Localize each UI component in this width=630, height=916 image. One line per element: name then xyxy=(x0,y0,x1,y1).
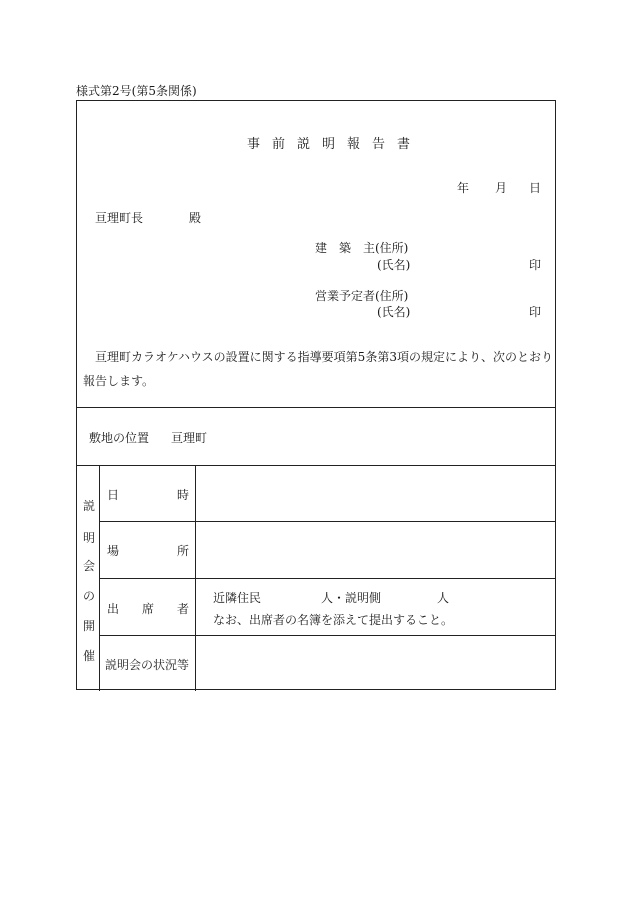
site-location-value: 亘理町 xyxy=(171,431,208,445)
attendees-explainer-label: 人・説明側 xyxy=(321,591,382,605)
date-day-label: 日 xyxy=(529,181,542,195)
divider-line xyxy=(77,407,555,408)
builder-name-label: (氏名) xyxy=(377,258,411,272)
site-location-label: 敷地の位置 xyxy=(89,431,150,445)
meeting-place-label-char: 所 xyxy=(177,544,190,558)
attendees-note: なお、出席者の名簿を添えて提出すること。 xyxy=(213,613,454,627)
operator-address-label: 営業予定者(住所) xyxy=(315,289,409,303)
side-label-char: 開 xyxy=(83,619,96,633)
meeting-status-label: 説明会の状況等 xyxy=(105,658,190,672)
report-body-text: 亘理町カラオケハウスの設置に関する指導要項第5条第3項の規定により、次のとおり報告します。 xyxy=(83,350,553,388)
side-label-char: 説 xyxy=(83,499,96,513)
side-label-char: 会 xyxy=(83,559,96,573)
report-form-frame xyxy=(76,100,556,690)
meeting-attendees-label-char: 出 xyxy=(107,602,120,616)
side-label-char: 催 xyxy=(83,649,96,663)
form-number-label: 様式第2号(第5条関係) xyxy=(76,84,197,98)
meeting-place-label-char: 場 xyxy=(107,544,120,558)
attendees-unit-label: 人 xyxy=(437,591,450,605)
date-year-label: 年 xyxy=(457,181,470,195)
addressee-name: 亘理町長 xyxy=(95,211,144,225)
grid-line xyxy=(99,635,555,636)
meeting-datetime-label-char: 日 xyxy=(107,488,120,502)
meeting-datetime-label-char: 時 xyxy=(177,488,190,502)
side-label-char: 明 xyxy=(83,531,96,545)
side-label-char: の xyxy=(83,589,96,603)
document-title: 事前説明報告書 xyxy=(247,137,423,152)
builder-seal-label: 印 xyxy=(529,258,542,272)
grid-line xyxy=(99,578,555,579)
grid-line xyxy=(99,521,555,522)
date-month-label: 月 xyxy=(495,181,508,195)
meeting-attendees-label-char: 席 xyxy=(142,602,155,616)
divider-line xyxy=(77,465,555,466)
operator-seal-label: 印 xyxy=(529,305,542,319)
addressee-honorific: 殿 xyxy=(189,211,202,225)
attendees-residents-label: 近隣住民 xyxy=(213,591,262,605)
builder-address-label: 建 築 主(住所) xyxy=(315,241,409,255)
operator-name-label: (氏名) xyxy=(377,305,411,319)
meeting-side-label xyxy=(77,465,99,691)
meeting-attendees-label-char: 者 xyxy=(177,602,190,616)
